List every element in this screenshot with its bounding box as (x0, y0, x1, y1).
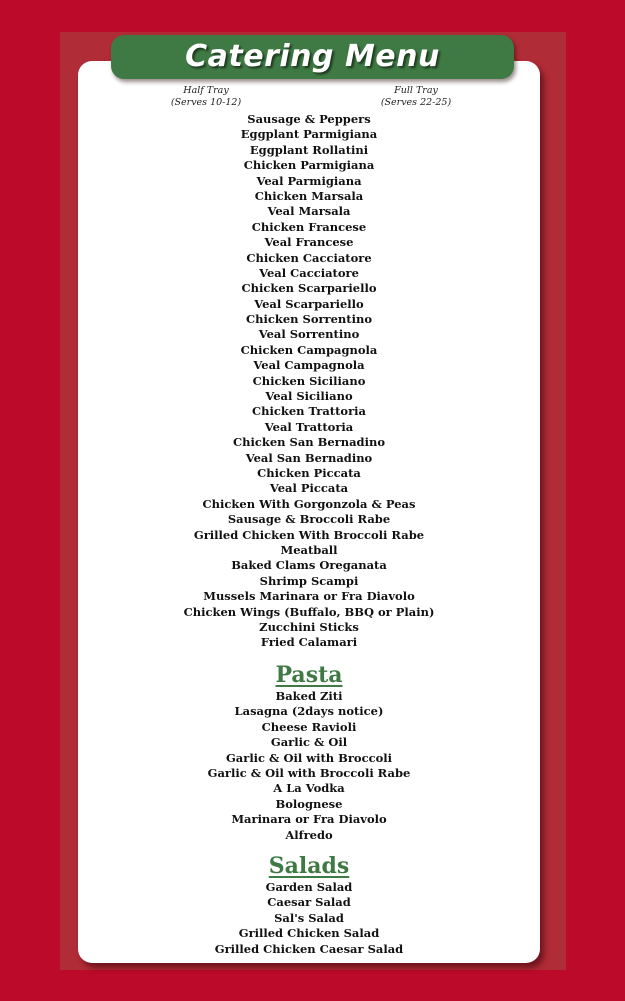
full-tray-label: Full Tray (394, 85, 438, 96)
salad-item: Caesar Salad (267, 895, 351, 910)
menu-item: Chicken Marsala (254, 188, 364, 203)
menu-item: Fried Calamari (260, 635, 358, 650)
salad-item: Garden Salad (265, 880, 353, 894)
pasta-item: Bolognese (275, 796, 343, 811)
menu-item: Sausage & Broccoli Rabe (227, 512, 391, 527)
half-tray-serves: (Serves 10-12) (170, 97, 242, 108)
pasta-item: Garlic & Oil with Broccoli Rabe (207, 765, 411, 780)
menu-item: Mussels Marinara or Fra Diavolo (203, 589, 415, 604)
menu-item: Veal San Bernadino (245, 450, 373, 465)
menu-item: Veal Parmigiana (256, 173, 362, 188)
pasta-heading: Pasta (275, 662, 343, 688)
pasta-item: Marinara or Fra Diavolo (231, 812, 387, 827)
menu-item: Chicken Sorrentino (245, 312, 373, 327)
menu-item: Veal Siciliano (265, 389, 353, 404)
pasta-item: Cheese Ravioli (261, 719, 357, 734)
menu-item: Eggplant Rollatini (249, 142, 369, 157)
menu-item: Zucchini Sticks (259, 619, 359, 634)
salad-item: Grilled Chicken Salad (238, 926, 380, 941)
menu-item: Chicken Trattoria (252, 404, 366, 419)
menu-item: Chicken San Bernadino (232, 435, 385, 450)
menu-item: Chicken Campagnola (240, 342, 378, 357)
half-tray-label: Half Tray (183, 85, 229, 96)
menu-item: Chicken Siciliano (252, 373, 366, 388)
menu-title: Catering Menu (111, 35, 514, 79)
menu-item: Veal Sorrentino (258, 327, 360, 342)
salads-heading: Salads (268, 853, 350, 879)
menu-item: Chicken Piccata (257, 465, 361, 480)
menu-item: Eggplant Parmigiana (240, 127, 378, 142)
half-tray-header (146, 85, 266, 109)
menu-item: Chicken With Gorgonzola & Peas (202, 496, 416, 511)
pasta-item: A La Vodka (273, 781, 345, 796)
full-tray-header (356, 85, 476, 109)
main-menu-list (78, 112, 540, 651)
menu-item: Chicken Scarpariello (241, 281, 377, 296)
menu-item: Shrimp Scampi (259, 573, 359, 588)
pasta-list (78, 689, 540, 843)
menu-item: Veal Trattoria (264, 419, 354, 434)
menu-item: Chicken Cacciatore (246, 250, 372, 265)
pasta-item: Lasagna (2days notice) (234, 704, 384, 719)
menu-item: Chicken Wings (Buffalo, BBQ or Plain) (183, 604, 435, 619)
salad-item: Grilled Chicken Caesar Salad (214, 941, 404, 956)
pasta-item: Baked Ziti (275, 689, 343, 703)
salad-item: Sal's Salad (274, 910, 344, 925)
menu-item: Sausage & Peppers (247, 112, 371, 126)
menu-item: Baked Clams Oreganata (231, 558, 387, 573)
menu-item: Veal Scarpariello (254, 296, 364, 311)
pasta-item: Alfredo (285, 827, 333, 842)
menu-item: Veal Cacciatore (259, 265, 359, 280)
pasta-item: Garlic & Oil with Broccoli (225, 750, 393, 765)
menu-item: Veal Francese (264, 235, 354, 250)
menu-item: Veal Campagnola (253, 358, 365, 373)
salads-list (78, 880, 540, 957)
menu-item: Chicken Francese (251, 219, 367, 234)
menu-item: Meatball (280, 542, 338, 557)
menu-item: Chicken Parmigiana (243, 158, 375, 173)
menu-item: Grilled Chicken With Broccoli Rabe (193, 527, 425, 542)
menu-item: Veal Marsala (267, 204, 351, 219)
pasta-item: Garlic & Oil (270, 735, 348, 750)
full-tray-serves: (Serves 22-25) (380, 97, 452, 108)
menu-item: Veal Piccata (269, 481, 349, 496)
